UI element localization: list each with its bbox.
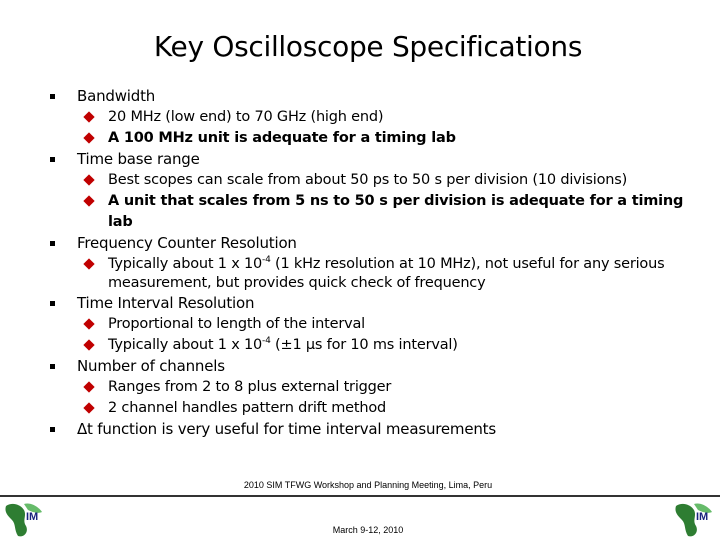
square-bullet-icon	[50, 301, 55, 306]
diamond-bullet-icon	[83, 111, 94, 122]
sim-logo-icon	[2, 500, 46, 540]
sub-bullet-text: Ranges from 2 to 8 plus external trigger	[108, 379, 392, 395]
square-bullet-icon	[50, 94, 55, 99]
sub-bullet	[77, 191, 700, 233]
sub-bullet-text: A unit that scales from 5 ns to 50 s per division is adequate for a timing lab	[108, 193, 684, 230]
diamond-bullet-icon	[83, 132, 94, 143]
sub-bullet-text: Best scopes can scale from about 50 ps to 50 s per division (10 divisions)	[108, 172, 628, 188]
footer-event: 2010 SIM TFWG Workshop and Planning Meeting, Lima, Peru	[243, 480, 493, 490]
sub-bullet	[77, 398, 700, 419]
bullet-channels	[50, 356, 700, 419]
sub-bullet	[77, 107, 700, 128]
bullet-label: Time base range	[77, 150, 200, 168]
sub-bullet-text: 20 MHz (low end) to 70 GHz (high end)	[108, 109, 384, 125]
sub-bullet	[77, 314, 700, 335]
sub-bullet	[77, 128, 700, 149]
sub-bullet-text: 2 channel handles pattern drift method	[108, 400, 387, 416]
diamond-bullet-icon	[83, 174, 94, 185]
square-bullet-icon	[50, 157, 55, 162]
svg-text:IM: IM	[696, 511, 709, 523]
sub-bullet-text: Typically about 1 x $10^{-4}$ (±1 µs for 10 ms interval)	[108, 336, 458, 353]
diamond-bullet-icon	[83, 318, 94, 329]
bullet-label: Frequency Counter Resolution	[77, 234, 297, 252]
bullet-delta-t	[50, 419, 700, 440]
bullet-time-base	[50, 149, 700, 233]
diamond-bullet-icon	[83, 258, 94, 269]
square-bullet-icon	[50, 427, 55, 432]
bullet-label: Bandwidth	[77, 87, 156, 105]
bullet-label: Δt function is very useful for time interval measurements	[77, 420, 496, 438]
footer-divider	[0, 495, 720, 497]
bullet-bandwidth	[50, 86, 700, 149]
footer-date: March 9-12, 2010	[332, 525, 404, 535]
sub-bullet	[77, 170, 700, 191]
diamond-bullet-icon	[83, 195, 94, 206]
square-bullet-icon	[50, 241, 55, 246]
diamond-bullet-icon	[83, 339, 94, 350]
diamond-bullet-icon	[83, 381, 94, 392]
sub-bullet-text: A 100 MHz unit is adequate for a timing lab	[108, 130, 456, 146]
bullet-label: Number of channels	[77, 357, 225, 375]
bullet-time-interval	[50, 293, 700, 356]
sim-logo-icon	[672, 500, 716, 540]
bullet-list	[50, 86, 700, 440]
sub-bullet	[77, 377, 700, 398]
slide-title: Key Oscilloscope Specifications	[153, 30, 583, 63]
sub-bullet-text: Proportional to length of the interval	[108, 316, 366, 332]
sub-bullet	[77, 254, 700, 293]
sub-bullet	[77, 335, 700, 356]
bullet-frequency-counter	[50, 233, 700, 293]
bullet-label: Time Interval Resolution	[77, 294, 255, 312]
svg-text:IM: IM	[26, 511, 39, 523]
diamond-bullet-icon	[83, 402, 94, 413]
square-bullet-icon	[50, 364, 55, 369]
sub-bullet-text: Typically about 1 x $10^{-4}$ (1 kHz resolution at 10 MHz), not useful for any serious measurement, but provides quick check of frequency	[108, 255, 665, 291]
